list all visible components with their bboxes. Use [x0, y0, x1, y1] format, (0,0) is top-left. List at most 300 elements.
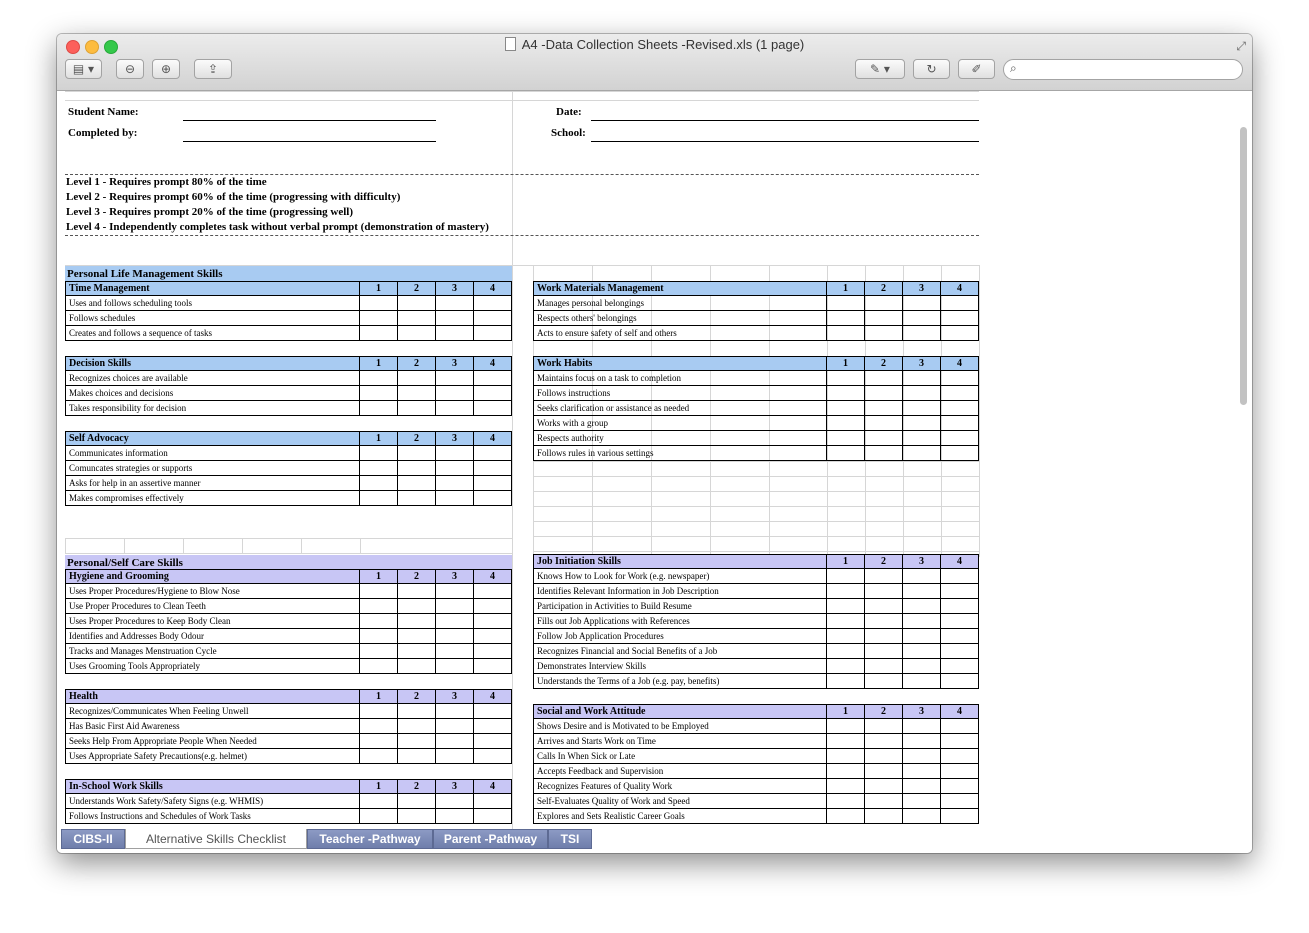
- rating-cell[interactable]: [903, 779, 941, 794]
- skill-item: Follows schedules: [65, 311, 360, 326]
- rating-cell[interactable]: [474, 296, 512, 311]
- rating-cell[interactable]: [474, 491, 512, 506]
- level-column-header: 1: [827, 357, 865, 371]
- rating-cell[interactable]: [941, 644, 979, 659]
- rating-cell[interactable]: [360, 461, 398, 476]
- rating-cell[interactable]: [865, 794, 903, 809]
- rating-cell[interactable]: [398, 614, 436, 629]
- table-row: [65, 749, 512, 764]
- table-header-row: [65, 779, 512, 794]
- rating-cell[interactable]: [398, 794, 436, 809]
- rating-cell[interactable]: [436, 599, 474, 614]
- rating-cell[interactable]: [903, 599, 941, 614]
- level-column-header: 3: [903, 705, 941, 719]
- rating-cell[interactable]: [360, 734, 398, 749]
- rating-cell[interactable]: [398, 599, 436, 614]
- level-column-header: 2: [398, 282, 436, 296]
- rating-cell[interactable]: [827, 764, 865, 779]
- rating-cell[interactable]: [941, 311, 979, 326]
- window-title-text: A4 -Data Collection Sheets -Revised.xls (1 page): [521, 37, 805, 52]
- rating-cell[interactable]: [941, 659, 979, 674]
- rating-cell[interactable]: [474, 659, 512, 674]
- rating-cell[interactable]: [436, 629, 474, 644]
- level-column-header: 2: [398, 690, 436, 704]
- search-field[interactable]: [1003, 59, 1243, 80]
- rating-cell[interactable]: [903, 431, 941, 446]
- skill-item: Use Proper Procedures to Clean Teeth: [65, 599, 360, 614]
- rating-cell[interactable]: [865, 659, 903, 674]
- rating-cell[interactable]: [360, 311, 398, 326]
- divider-top: [65, 174, 979, 175]
- rating-cell[interactable]: [903, 326, 941, 341]
- rating-cell[interactable]: [941, 446, 979, 461]
- rating-cell[interactable]: [360, 629, 398, 644]
- rating-cell[interactable]: [360, 599, 398, 614]
- table-row: [533, 326, 979, 341]
- grid-line: [65, 553, 512, 554]
- rating-cell[interactable]: [398, 734, 436, 749]
- zoom-out-button[interactable]: [116, 59, 144, 79]
- rating-cell[interactable]: [941, 599, 979, 614]
- skill-item: Participation in Activities to Build Resume: [533, 599, 827, 614]
- title-bar: [57, 34, 1252, 91]
- rating-cell[interactable]: [941, 749, 979, 764]
- rating-cell[interactable]: [436, 644, 474, 659]
- rating-cell[interactable]: [941, 809, 979, 824]
- skill-item: Seeks clarification or assistance as needed: [533, 401, 827, 416]
- rating-cell[interactable]: [941, 386, 979, 401]
- level-2: Level 2 - Requires prompt 60% of the time (progressing with difficulty): [66, 191, 401, 203]
- sheet-tab-teacher-pathway[interactable]: Teacher -Pathway: [307, 829, 433, 849]
- rating-cell[interactable]: [360, 659, 398, 674]
- rating-cell[interactable]: [903, 401, 941, 416]
- skill-item: Fills out Job Applications with References: [533, 614, 827, 629]
- rating-cell[interactable]: [941, 719, 979, 734]
- rating-cell[interactable]: [827, 569, 865, 584]
- rating-cell[interactable]: [827, 644, 865, 659]
- skill-item: Follows instructions: [533, 386, 827, 401]
- rating-cell[interactable]: [903, 764, 941, 779]
- skill-item: Makes compromises effectively: [65, 491, 360, 506]
- table-header-row: [65, 689, 512, 704]
- zoom-out-icon: ⊖: [124, 62, 136, 76]
- rating-cell[interactable]: [474, 749, 512, 764]
- rating-cell[interactable]: [903, 311, 941, 326]
- rating-cell[interactable]: [903, 719, 941, 734]
- table-row: [533, 401, 979, 416]
- level-column-header: 3: [436, 570, 474, 584]
- sheet-tab-alternative-skills[interactable]: Alternative Skills Checklist: [125, 829, 307, 849]
- table-row: [533, 764, 979, 779]
- skill-item: Tracks and Manages Menstruation Cycle: [65, 644, 360, 659]
- table-work-materials: [533, 281, 979, 341]
- skill-item: Uses Appropriate Safety Precautions(e.g. helmet): [65, 749, 360, 764]
- rating-cell[interactable]: [360, 386, 398, 401]
- rating-cell[interactable]: [436, 614, 474, 629]
- rating-cell[interactable]: [865, 401, 903, 416]
- level-column-header: 4: [474, 780, 512, 794]
- rating-cell[interactable]: [436, 719, 474, 734]
- skill-item: Creates and follows a sequence of tasks: [65, 326, 360, 341]
- table-row: [533, 386, 979, 401]
- rating-cell[interactable]: [827, 446, 865, 461]
- edit-button[interactable]: [958, 59, 995, 79]
- table-row: [533, 569, 979, 584]
- rating-cell[interactable]: [398, 311, 436, 326]
- rating-cell[interactable]: [398, 446, 436, 461]
- rating-cell[interactable]: [360, 476, 398, 491]
- rating-cell[interactable]: [436, 401, 474, 416]
- rating-cell[interactable]: [865, 569, 903, 584]
- table-row: [65, 476, 512, 491]
- rating-cell[interactable]: [398, 584, 436, 599]
- rating-cell[interactable]: [865, 719, 903, 734]
- skill-item: Follow Job Application Procedures: [533, 629, 827, 644]
- rating-cell[interactable]: [827, 629, 865, 644]
- sheet-tab-parent-pathway[interactable]: Parent -Pathway: [433, 829, 548, 849]
- rating-cell[interactable]: [436, 704, 474, 719]
- rating-cell[interactable]: [398, 386, 436, 401]
- table-row: [533, 584, 979, 599]
- rating-cell[interactable]: [903, 659, 941, 674]
- table-row: [533, 599, 979, 614]
- level-1: Level 1 - Requires prompt 80% of the time: [66, 176, 267, 188]
- table-row: [65, 491, 512, 506]
- rating-cell[interactable]: [398, 719, 436, 734]
- skill-item: Asks for help in an assertive manner: [65, 476, 360, 491]
- rating-cell[interactable]: [941, 401, 979, 416]
- rotate-button[interactable]: [913, 59, 950, 79]
- rating-cell[interactable]: [398, 371, 436, 386]
- edit-icon: ✐: [971, 62, 982, 76]
- rating-cell[interactable]: [827, 599, 865, 614]
- rating-cell[interactable]: [903, 386, 941, 401]
- rating-cell[interactable]: [436, 386, 474, 401]
- rating-cell[interactable]: [865, 296, 903, 311]
- rating-cell[interactable]: [398, 659, 436, 674]
- table-row: [533, 659, 979, 674]
- grid-line: [65, 538, 66, 553]
- rating-cell[interactable]: [941, 431, 979, 446]
- rating-cell[interactable]: [474, 461, 512, 476]
- rating-cell[interactable]: [827, 614, 865, 629]
- rating-cell[interactable]: [474, 734, 512, 749]
- rating-cell[interactable]: [865, 809, 903, 824]
- rating-cell[interactable]: [360, 584, 398, 599]
- rating-cell[interactable]: [436, 296, 474, 311]
- rating-cell[interactable]: [865, 674, 903, 689]
- rating-cell[interactable]: [398, 809, 436, 824]
- rating-cell[interactable]: [474, 599, 512, 614]
- level-column-header: 2: [398, 570, 436, 584]
- student-name-field[interactable]: [183, 120, 436, 121]
- rating-cell[interactable]: [903, 446, 941, 461]
- rating-cell[interactable]: [360, 371, 398, 386]
- table-health: [65, 689, 512, 764]
- skill-item: Communicates information: [65, 446, 360, 461]
- rating-cell[interactable]: [827, 734, 865, 749]
- rating-cell[interactable]: [398, 644, 436, 659]
- skill-item: Recognizes Features of Quality Work: [533, 779, 827, 794]
- rating-cell[interactable]: [436, 326, 474, 341]
- level-column-header: 2: [398, 432, 436, 446]
- table-header-row: [533, 704, 979, 719]
- rating-cell[interactable]: [827, 719, 865, 734]
- rating-cell[interactable]: [941, 734, 979, 749]
- rating-cell[interactable]: [827, 296, 865, 311]
- rating-cell[interactable]: [436, 809, 474, 824]
- skill-item: Understands Work Safety/Safety Signs (e.g. WHMIS): [65, 794, 360, 809]
- grid-line: [301, 538, 302, 553]
- rating-cell[interactable]: [865, 614, 903, 629]
- rating-cell[interactable]: [827, 416, 865, 431]
- sheet-tab-cibs[interactable]: CIBS-II: [61, 829, 125, 849]
- rating-cell[interactable]: [474, 311, 512, 326]
- rating-cell[interactable]: [436, 734, 474, 749]
- school-label: School:: [551, 127, 586, 139]
- level-column-header: 2: [865, 357, 903, 371]
- rating-cell[interactable]: [941, 326, 979, 341]
- rating-cell[interactable]: [827, 659, 865, 674]
- rating-cell[interactable]: [436, 749, 474, 764]
- table-row: [533, 629, 979, 644]
- rating-cell[interactable]: [360, 296, 398, 311]
- rating-cell[interactable]: [827, 386, 865, 401]
- rating-cell[interactable]: [941, 371, 979, 386]
- fullscreen-icon[interactable]: ⤢: [1236, 39, 1246, 53]
- skill-item: Uses Proper Procedures/Hygiene to Blow Nose: [65, 584, 360, 599]
- share-icon: ⇪: [207, 62, 219, 76]
- student-name-label: Student Name:: [68, 106, 139, 118]
- rating-cell[interactable]: [827, 311, 865, 326]
- rating-cell[interactable]: [474, 614, 512, 629]
- grid-line: [183, 538, 184, 553]
- rating-cell[interactable]: [941, 794, 979, 809]
- skill-item: Shows Desire and is Motivated to be Employed: [533, 719, 827, 734]
- rating-cell[interactable]: [474, 644, 512, 659]
- skill-item: Maintains focus on a task to completion: [533, 371, 827, 386]
- rating-cell[interactable]: [360, 491, 398, 506]
- level-column-header: 2: [398, 780, 436, 794]
- skill-item: Makes choices and decisions: [65, 386, 360, 401]
- rating-cell[interactable]: [865, 764, 903, 779]
- rating-cell[interactable]: [865, 779, 903, 794]
- skill-item: Has Basic First Aid Awareness: [65, 719, 360, 734]
- rating-cell[interactable]: [865, 371, 903, 386]
- rating-cell[interactable]: [360, 644, 398, 659]
- rating-cell[interactable]: [474, 446, 512, 461]
- rating-cell[interactable]: [903, 629, 941, 644]
- section-title: Self Advocacy: [65, 432, 360, 446]
- skill-item: Understands the Terms of a Job (e.g. pay, benefits): [533, 674, 827, 689]
- rating-cell[interactable]: [474, 809, 512, 824]
- rating-cell[interactable]: [941, 764, 979, 779]
- rating-cell[interactable]: [436, 446, 474, 461]
- rating-cell[interactable]: [474, 326, 512, 341]
- rating-cell[interactable]: [941, 779, 979, 794]
- rating-cell[interactable]: [398, 749, 436, 764]
- grid-line: [65, 100, 979, 101]
- rating-cell[interactable]: [903, 749, 941, 764]
- table-hygiene: [65, 569, 512, 674]
- rating-cell[interactable]: [865, 446, 903, 461]
- completed-by-field[interactable]: [183, 141, 436, 142]
- rating-cell[interactable]: [398, 476, 436, 491]
- level-column-header: 4: [474, 357, 512, 371]
- level-column-header: 3: [903, 555, 941, 569]
- rating-cell[interactable]: [827, 371, 865, 386]
- rating-cell[interactable]: [865, 431, 903, 446]
- table-row: [65, 401, 512, 416]
- skill-item: Recognizes Financial and Social Benefits of a Job: [533, 644, 827, 659]
- rating-cell[interactable]: [436, 476, 474, 491]
- level-column-header: 2: [398, 357, 436, 371]
- rating-cell[interactable]: [865, 311, 903, 326]
- rating-cell[interactable]: [360, 794, 398, 809]
- rating-cell[interactable]: [865, 734, 903, 749]
- rating-cell[interactable]: [827, 779, 865, 794]
- table-row: [65, 794, 512, 809]
- rating-cell[interactable]: [903, 734, 941, 749]
- level-column-header: 3: [436, 780, 474, 794]
- rating-cell[interactable]: [941, 674, 979, 689]
- rating-cell[interactable]: [398, 491, 436, 506]
- share-button[interactable]: [194, 59, 232, 79]
- rating-cell[interactable]: [903, 794, 941, 809]
- rating-cell[interactable]: [474, 584, 512, 599]
- school-field[interactable]: [591, 141, 979, 142]
- rating-cell[interactable]: [865, 644, 903, 659]
- skill-item: Comuncates strategies or supports: [65, 461, 360, 476]
- section-title: Decision Skills: [65, 357, 360, 371]
- rating-cell[interactable]: [436, 659, 474, 674]
- rating-cell[interactable]: [827, 809, 865, 824]
- sheet-tab-tsi[interactable]: TSI: [548, 829, 592, 849]
- table-row: [65, 614, 512, 629]
- level-4: Level 4 - Independently completes task without verbal prompt (demonstration of mastery): [66, 221, 489, 233]
- skill-item: Demonstrates Interview Skills: [533, 659, 827, 674]
- rating-cell[interactable]: [474, 371, 512, 386]
- table-row: [533, 719, 979, 734]
- rating-cell[interactable]: [474, 401, 512, 416]
- annotate-button[interactable]: [855, 59, 905, 79]
- rating-cell[interactable]: [360, 614, 398, 629]
- rating-cell[interactable]: [865, 584, 903, 599]
- rating-cell[interactable]: [827, 326, 865, 341]
- skill-item: Recognizes choices are available: [65, 371, 360, 386]
- rating-cell[interactable]: [941, 614, 979, 629]
- table-decision-skills: [65, 356, 512, 416]
- rating-cell[interactable]: [865, 599, 903, 614]
- rating-cell[interactable]: [474, 719, 512, 734]
- rating-cell[interactable]: [941, 629, 979, 644]
- table-row: [533, 749, 979, 764]
- sidebar-icon: ▤ ▾: [72, 62, 95, 76]
- rating-cell[interactable]: [941, 416, 979, 431]
- skill-item: Arrives and Starts Work on Time: [533, 734, 827, 749]
- rating-cell[interactable]: [827, 749, 865, 764]
- table-self-advocacy: [65, 431, 512, 506]
- rating-cell[interactable]: [865, 326, 903, 341]
- rating-cell[interactable]: [398, 326, 436, 341]
- rating-cell[interactable]: [827, 794, 865, 809]
- sidebar-button[interactable]: [65, 59, 102, 79]
- rating-cell[interactable]: [903, 809, 941, 824]
- rating-cell[interactable]: [436, 794, 474, 809]
- rating-cell[interactable]: [436, 371, 474, 386]
- rating-cell[interactable]: [360, 326, 398, 341]
- level-column-header: 1: [360, 432, 398, 446]
- rating-cell[interactable]: [903, 584, 941, 599]
- rating-cell[interactable]: [436, 311, 474, 326]
- rating-cell[interactable]: [903, 674, 941, 689]
- table-row: [533, 779, 979, 794]
- rating-cell[interactable]: [474, 794, 512, 809]
- rating-cell[interactable]: [398, 461, 436, 476]
- level-column-header: 4: [941, 705, 979, 719]
- rating-cell[interactable]: [827, 431, 865, 446]
- skill-item: Calls In When Sick or Late: [533, 749, 827, 764]
- rating-cell[interactable]: [360, 401, 398, 416]
- rating-cell[interactable]: [827, 584, 865, 599]
- rating-cell[interactable]: [474, 629, 512, 644]
- rating-cell[interactable]: [865, 416, 903, 431]
- rating-cell[interactable]: [360, 809, 398, 824]
- rating-cell[interactable]: [903, 296, 941, 311]
- rating-cell[interactable]: [360, 719, 398, 734]
- rating-cell[interactable]: [436, 491, 474, 506]
- table-row: [65, 629, 512, 644]
- rating-cell[interactable]: [360, 446, 398, 461]
- zoom-in-button[interactable]: [152, 59, 180, 79]
- rating-cell[interactable]: [827, 401, 865, 416]
- rating-cell[interactable]: [398, 401, 436, 416]
- rating-cell[interactable]: [436, 461, 474, 476]
- rating-cell[interactable]: [436, 584, 474, 599]
- rating-cell[interactable]: [903, 416, 941, 431]
- rating-cell[interactable]: [941, 296, 979, 311]
- skill-item: Identifies and Addresses Body Odour: [65, 629, 360, 644]
- level-column-header: 1: [360, 282, 398, 296]
- date-field[interactable]: [591, 120, 979, 121]
- vertical-scrollbar[interactable]: [1240, 127, 1247, 405]
- skill-item: Follows rules in various settings: [533, 446, 827, 461]
- rating-cell[interactable]: [903, 371, 941, 386]
- rating-cell[interactable]: [474, 704, 512, 719]
- section-title: Work Materials Management: [533, 282, 827, 296]
- rating-cell[interactable]: [903, 569, 941, 584]
- rating-cell[interactable]: [474, 476, 512, 491]
- rating-cell[interactable]: [474, 386, 512, 401]
- section-title: Job Initiation Skills: [533, 555, 827, 569]
- rating-cell[interactable]: [903, 644, 941, 659]
- rating-cell[interactable]: [360, 704, 398, 719]
- document-content: [57, 91, 1252, 829]
- rating-cell[interactable]: [865, 386, 903, 401]
- rating-cell[interactable]: [865, 749, 903, 764]
- rating-cell[interactable]: [827, 674, 865, 689]
- rating-cell[interactable]: [398, 704, 436, 719]
- rating-cell[interactable]: [941, 569, 979, 584]
- rating-cell[interactable]: [865, 629, 903, 644]
- rating-cell[interactable]: [398, 629, 436, 644]
- grid-line: [124, 538, 125, 553]
- rating-cell[interactable]: [941, 584, 979, 599]
- rating-cell[interactable]: [398, 296, 436, 311]
- level-column-header: 3: [903, 282, 941, 296]
- rating-cell[interactable]: [360, 749, 398, 764]
- rating-cell[interactable]: [903, 614, 941, 629]
